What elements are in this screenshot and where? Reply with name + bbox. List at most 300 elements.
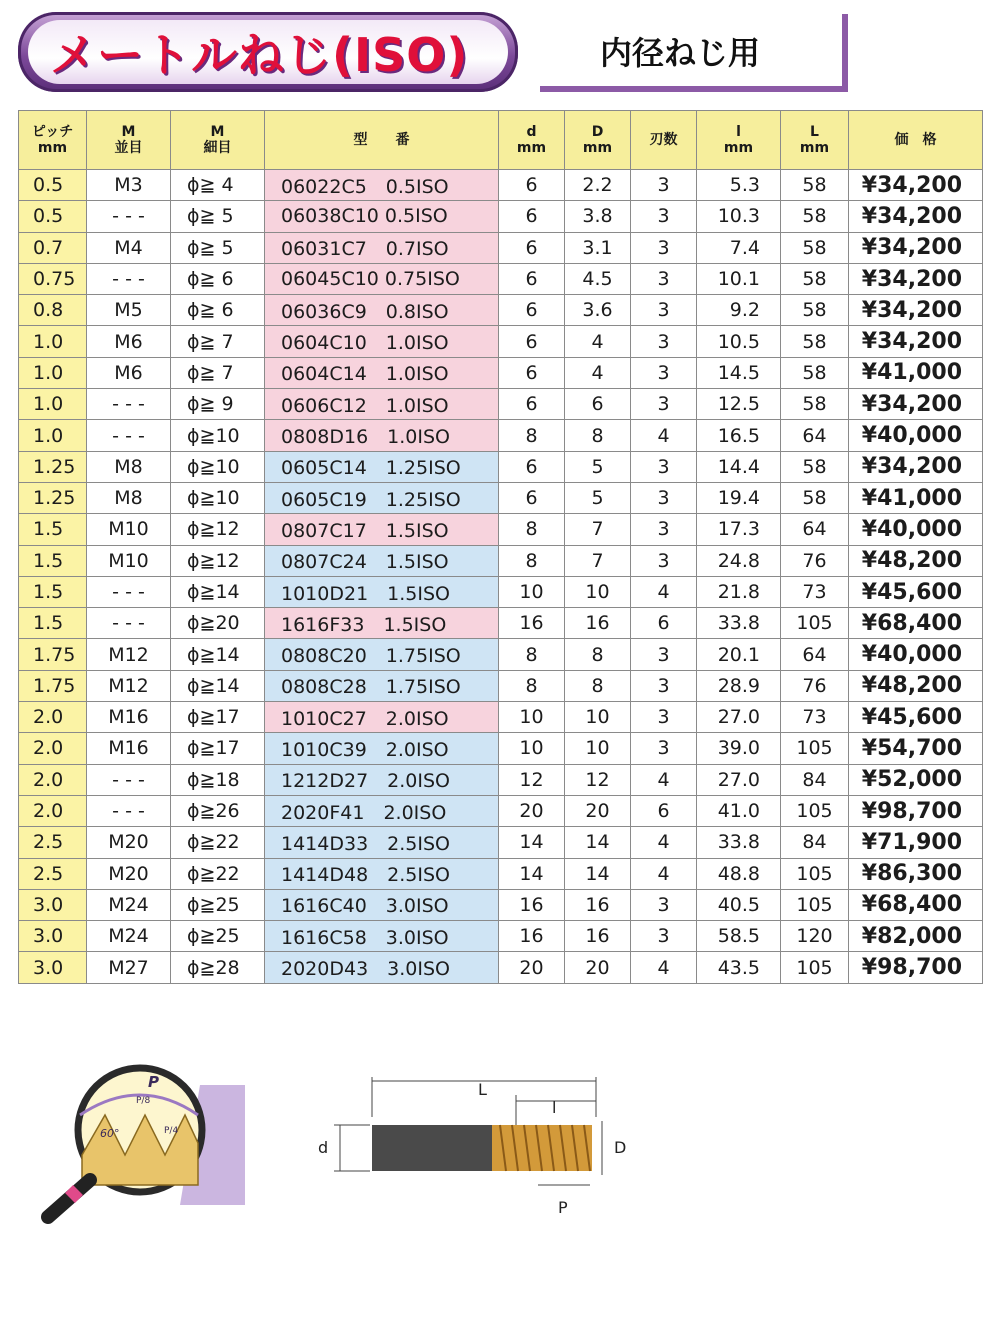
table-row: [19, 733, 983, 764]
l-cell: 14.5: [697, 357, 781, 388]
column-header: [849, 111, 983, 170]
L-cell: 105: [781, 608, 849, 639]
D-cell: 3.8: [565, 201, 631, 232]
pitch-cell: 1.0: [19, 357, 87, 388]
D-cell: 7: [565, 514, 631, 545]
pitch-cell: 1.0: [19, 326, 87, 357]
coarse-cell: M8: [87, 451, 171, 482]
fine-cell: ϕ≧ 6: [171, 295, 265, 326]
table-body: [19, 170, 983, 984]
model-cell: 1414D48 2.5ISO: [265, 858, 499, 889]
column-header-line1: l: [736, 124, 741, 140]
flutes-cell: 3: [631, 263, 697, 294]
table-row: [19, 326, 983, 357]
table-row: [19, 764, 983, 795]
price-cell: ¥34,200: [849, 201, 983, 232]
column-header-line1: ピッチ: [31, 124, 74, 140]
L-cell: 105: [781, 858, 849, 889]
d-cell: 8: [499, 514, 565, 545]
coarse-cell: M16: [87, 702, 171, 733]
pitch-cell: 2.5: [19, 827, 87, 858]
d-cell: 16: [499, 889, 565, 920]
l-cell: 16.5: [697, 420, 781, 451]
d-cell: 6: [499, 232, 565, 263]
pitch-cell: 1.5: [19, 576, 87, 607]
price-cell: ¥40,000: [849, 514, 983, 545]
L-cell: 58: [781, 451, 849, 482]
table-row: [19, 858, 983, 889]
l-cell: 10.3: [697, 201, 781, 232]
flutes-cell: 3: [631, 170, 697, 201]
flutes-cell: 4: [631, 952, 697, 983]
d-cell: 20: [499, 952, 565, 983]
table-row: [19, 482, 983, 513]
column-header-line1: 価 格: [894, 132, 937, 148]
model-cell: 2020F41 2.0ISO: [265, 795, 499, 826]
D-cell: 10: [565, 702, 631, 733]
l-cell: 43.5: [697, 952, 781, 983]
fine-cell: ϕ≧18: [171, 764, 265, 795]
L-cell: 64: [781, 420, 849, 451]
pitch-cell: 0.8: [19, 295, 87, 326]
fine-cell: ϕ≧17: [171, 702, 265, 733]
d-cell: 8: [499, 420, 565, 451]
pitch-cell: 2.0: [19, 702, 87, 733]
fine-cell: ϕ≧26: [171, 795, 265, 826]
l-cell: 41.0: [697, 795, 781, 826]
D-cell: 10: [565, 576, 631, 607]
table-row: [19, 827, 983, 858]
magnifier-p4-label: P/4: [164, 1126, 179, 1136]
spec-table: [18, 110, 983, 984]
l-cell: 14.4: [697, 451, 781, 482]
l-cell: 10.1: [697, 263, 781, 294]
d-label: d: [318, 1138, 329, 1157]
pitch-cell: 1.75: [19, 670, 87, 701]
L-cell: 105: [781, 952, 849, 983]
column-header: [565, 111, 631, 170]
coarse-cell: M4: [87, 232, 171, 263]
table-row: [19, 608, 983, 639]
flutes-cell: 3: [631, 389, 697, 420]
model-cell: 0808C28 1.75ISO: [265, 670, 499, 701]
price-cell: ¥41,000: [849, 482, 983, 513]
pitch-cell: 2.0: [19, 795, 87, 826]
d-cell: 6: [499, 482, 565, 513]
l-label: l: [552, 1098, 557, 1117]
fine-cell: ϕ≧22: [171, 858, 265, 889]
flutes-cell: 4: [631, 420, 697, 451]
model-cell: 06036C9 0.8ISO: [265, 295, 499, 326]
L-cell: 84: [781, 764, 849, 795]
d-cell: 10: [499, 702, 565, 733]
D-cell: 3.1: [565, 232, 631, 263]
d-cell: 6: [499, 170, 565, 201]
l-cell: 28.9: [697, 670, 781, 701]
l-cell: 12.5: [697, 389, 781, 420]
price-cell: ¥98,700: [849, 952, 983, 983]
pitch-cell: 1.0: [19, 389, 87, 420]
fine-cell: ϕ≧20: [171, 608, 265, 639]
d-cell: 20: [499, 795, 565, 826]
coarse-cell: M6: [87, 357, 171, 388]
coarse-cell: M6: [87, 326, 171, 357]
magnifier-p8-label: P/8: [136, 1096, 151, 1106]
fine-cell: ϕ≧ 9: [171, 389, 265, 420]
L-cell: 58: [781, 232, 849, 263]
column-header-line2: mm: [37, 140, 68, 156]
D-cell: 8: [565, 420, 631, 451]
coarse-cell: M27: [87, 952, 171, 983]
magnifier-thread-profile: [48, 1068, 245, 1217]
tap-dimension-drawing: [318, 1077, 626, 1217]
model-cell: 0807C17 1.5ISO: [265, 514, 499, 545]
table-row: [19, 451, 983, 482]
d-cell: 6: [499, 263, 565, 294]
page-subtitle: 内径ねじ用: [600, 34, 761, 72]
l-cell: 19.4: [697, 482, 781, 513]
coarse-cell: M12: [87, 639, 171, 670]
fine-cell: ϕ≧10: [171, 451, 265, 482]
table-row: [19, 795, 983, 826]
table-row: [19, 639, 983, 670]
pitch-cell: 0.75: [19, 263, 87, 294]
L-cell: 84: [781, 827, 849, 858]
model-cell: 1010C27 2.0ISO: [265, 702, 499, 733]
pitch-cell: 3.0: [19, 889, 87, 920]
column-header-line2: mm: [516, 140, 547, 156]
fine-cell: ϕ≧25: [171, 889, 265, 920]
model-cell: 06045C10 0.75ISO: [265, 263, 499, 294]
D-label: D: [614, 1138, 627, 1157]
coarse-cell: - - -: [87, 420, 171, 451]
model-cell: 0605C14 1.25ISO: [265, 451, 499, 482]
L-cell: 58: [781, 170, 849, 201]
l-cell: 21.8: [697, 576, 781, 607]
column-header-line1: 型 番: [353, 132, 410, 148]
column-header: [781, 111, 849, 170]
d-cell: 6: [499, 201, 565, 232]
d-cell: 8: [499, 545, 565, 576]
table-row: [19, 921, 983, 952]
D-cell: 2.2: [565, 170, 631, 201]
title-banner: [18, 12, 518, 92]
table-row: [19, 670, 983, 701]
thread-teeth-icon: [82, 1115, 198, 1185]
model-cell: 0604C10 1.0ISO: [265, 326, 499, 357]
L-cell: 64: [781, 639, 849, 670]
table-row: [19, 295, 983, 326]
price-cell: ¥45,600: [849, 576, 983, 607]
flutes-cell: 3: [631, 889, 697, 920]
P-label: P: [558, 1198, 568, 1217]
flutes-cell: 4: [631, 764, 697, 795]
pitch-cell: 0.5: [19, 201, 87, 232]
l-cell: 39.0: [697, 733, 781, 764]
fine-cell: ϕ≧14: [171, 576, 265, 607]
coarse-cell: M20: [87, 858, 171, 889]
d-cell: 6: [499, 295, 565, 326]
tap-shank: [372, 1125, 492, 1171]
subtitle-tab: [540, 14, 848, 92]
magnifier-angle-label: 60°: [100, 1127, 120, 1140]
model-cell: 1010D21 1.5ISO: [265, 576, 499, 607]
column-header: [499, 111, 565, 170]
magnifier-p-label: P: [148, 1073, 159, 1091]
l-cell: 48.8: [697, 858, 781, 889]
model-cell: 06022C5 0.5ISO: [265, 170, 499, 201]
price-cell: ¥71,900: [849, 827, 983, 858]
flutes-cell: 6: [631, 795, 697, 826]
D-cell: 20: [565, 952, 631, 983]
coarse-cell: M5: [87, 295, 171, 326]
flutes-cell: 6: [631, 608, 697, 639]
l-cell: 24.8: [697, 545, 781, 576]
column-header-line1: 刃数: [649, 132, 678, 148]
table-row: [19, 702, 983, 733]
D-cell: 16: [565, 889, 631, 920]
l-cell: 58.5: [697, 921, 781, 952]
fine-cell: ϕ≧14: [171, 670, 265, 701]
d-cell: 8: [499, 670, 565, 701]
price-cell: ¥40,000: [849, 639, 983, 670]
D-cell: 4: [565, 326, 631, 357]
column-header: [171, 111, 265, 170]
model-cell: 1212D27 2.0ISO: [265, 764, 499, 795]
pitch-cell: 3.0: [19, 921, 87, 952]
flutes-cell: 4: [631, 827, 697, 858]
column-header: [265, 111, 499, 170]
D-cell: 12: [565, 764, 631, 795]
model-cell: 2020D43 3.0ISO: [265, 952, 499, 983]
flutes-cell: 3: [631, 482, 697, 513]
coarse-cell: - - -: [87, 795, 171, 826]
D-cell: 10: [565, 733, 631, 764]
pitch-cell: 2.0: [19, 733, 87, 764]
coarse-cell: M24: [87, 921, 171, 952]
l-cell: 7.4: [697, 232, 781, 263]
l-cell: 27.0: [697, 764, 781, 795]
price-cell: ¥48,200: [849, 670, 983, 701]
fine-cell: ϕ≧ 5: [171, 232, 265, 263]
flutes-cell: 3: [631, 514, 697, 545]
column-header-line2: 細目: [203, 140, 232, 156]
L-cell: 76: [781, 670, 849, 701]
model-cell: 1616C40 3.0ISO: [265, 889, 499, 920]
L-cell: 58: [781, 357, 849, 388]
model-cell: 1414D33 2.5ISO: [265, 827, 499, 858]
flutes-cell: 3: [631, 357, 697, 388]
D-cell: 14: [565, 827, 631, 858]
D-cell: 8: [565, 670, 631, 701]
l-cell: 27.0: [697, 702, 781, 733]
column-header-line2: mm: [723, 140, 754, 156]
flutes-cell: 3: [631, 232, 697, 263]
l-cell: 40.5: [697, 889, 781, 920]
flutes-cell: 3: [631, 921, 697, 952]
table-row: [19, 170, 983, 201]
l-cell: 9.2: [697, 295, 781, 326]
table-row: [19, 201, 983, 232]
flutes-cell: 4: [631, 576, 697, 607]
flutes-cell: 4: [631, 858, 697, 889]
fine-cell: ϕ≧12: [171, 514, 265, 545]
column-header-line2: 並目: [114, 140, 143, 156]
table-row: [19, 889, 983, 920]
price-cell: ¥48,200: [849, 545, 983, 576]
coarse-cell: M24: [87, 889, 171, 920]
d-cell: 16: [499, 921, 565, 952]
flutes-cell: 3: [631, 639, 697, 670]
column-header-line1: M: [121, 124, 136, 140]
column-header-line1: d: [526, 124, 537, 140]
price-cell: ¥68,400: [849, 889, 983, 920]
d-cell: 16: [499, 608, 565, 639]
price-cell: ¥98,700: [849, 795, 983, 826]
column-header-line2: mm: [582, 140, 613, 156]
table-row: [19, 263, 983, 294]
d-cell: 12: [499, 764, 565, 795]
coarse-cell: M8: [87, 482, 171, 513]
model-cell: 06031C7 0.7ISO: [265, 232, 499, 263]
price-cell: ¥34,200: [849, 451, 983, 482]
coarse-cell: M10: [87, 514, 171, 545]
model-cell: 06038C10 0.5ISO: [265, 201, 499, 232]
L-cell: 58: [781, 482, 849, 513]
L-cell: 64: [781, 514, 849, 545]
d-cell: 14: [499, 858, 565, 889]
l-cell: 33.8: [697, 827, 781, 858]
L-label: L: [478, 1080, 487, 1099]
flutes-cell: 3: [631, 702, 697, 733]
table-row: [19, 514, 983, 545]
coarse-cell: M16: [87, 733, 171, 764]
d-cell: 6: [499, 357, 565, 388]
coarse-cell: - - -: [87, 263, 171, 294]
D-cell: 5: [565, 482, 631, 513]
price-cell: ¥45,600: [849, 702, 983, 733]
fine-cell: ϕ≧ 7: [171, 357, 265, 388]
tap-illustration: [30, 1055, 670, 1275]
L-cell: 58: [781, 201, 849, 232]
fine-cell: ϕ≧ 6: [171, 263, 265, 294]
price-cell: ¥82,000: [849, 921, 983, 952]
coarse-cell: M12: [87, 670, 171, 701]
model-cell: 0808D16 1.0ISO: [265, 420, 499, 451]
column-header: [19, 111, 87, 170]
price-cell: ¥34,200: [849, 295, 983, 326]
D-cell: 5: [565, 451, 631, 482]
table-row: [19, 545, 983, 576]
l-cell: 10.5: [697, 326, 781, 357]
L-cell: 58: [781, 389, 849, 420]
model-cell: 0604C14 1.0ISO: [265, 357, 499, 388]
column-header: [697, 111, 781, 170]
d-cell: 6: [499, 389, 565, 420]
L-cell: 76: [781, 545, 849, 576]
flutes-cell: 3: [631, 201, 697, 232]
price-cell: ¥54,700: [849, 733, 983, 764]
column-header-line1: L: [810, 124, 819, 140]
column-header-line1: D: [591, 124, 604, 140]
d-cell: 6: [499, 326, 565, 357]
pitch-cell: 1.25: [19, 482, 87, 513]
coarse-cell: M3: [87, 170, 171, 201]
d-cell: 6: [499, 451, 565, 482]
fine-cell: ϕ≧12: [171, 545, 265, 576]
L-cell: 58: [781, 295, 849, 326]
model-cell: 0606C12 1.0ISO: [265, 389, 499, 420]
coarse-cell: - - -: [87, 576, 171, 607]
L-cell: 58: [781, 326, 849, 357]
model-cell: 0807C24 1.5ISO: [265, 545, 499, 576]
fine-cell: ϕ≧10: [171, 482, 265, 513]
pitch-cell: 3.0: [19, 952, 87, 983]
magnifier-handle: [48, 1180, 90, 1217]
fine-cell: ϕ≧25: [171, 921, 265, 952]
D-cell: 14: [565, 858, 631, 889]
column-header-line1: M: [210, 124, 225, 140]
coarse-cell: - - -: [87, 201, 171, 232]
column-header: [87, 111, 171, 170]
L-cell: 105: [781, 733, 849, 764]
D-cell: 4.5: [565, 263, 631, 294]
fine-cell: ϕ≧ 7: [171, 326, 265, 357]
price-cell: ¥34,200: [849, 326, 983, 357]
L-cell: 58: [781, 263, 849, 294]
table-row: [19, 420, 983, 451]
model-cell: 0808C20 1.75ISO: [265, 639, 499, 670]
coarse-cell: M20: [87, 827, 171, 858]
pitch-cell: 1.75: [19, 639, 87, 670]
D-cell: 4: [565, 357, 631, 388]
coarse-cell: - - -: [87, 608, 171, 639]
D-cell: 8: [565, 639, 631, 670]
fine-cell: ϕ≧22: [171, 827, 265, 858]
D-cell: 7: [565, 545, 631, 576]
pitch-cell: 1.0: [19, 420, 87, 451]
coarse-cell: M10: [87, 545, 171, 576]
model-cell: 0605C19 1.25ISO: [265, 482, 499, 513]
price-cell: ¥34,200: [849, 389, 983, 420]
fine-cell: ϕ≧14: [171, 639, 265, 670]
model-cell: 1616F33 1.5ISO: [265, 608, 499, 639]
price-cell: ¥68,400: [849, 608, 983, 639]
pitch-cell: 0.7: [19, 232, 87, 263]
L-cell: 105: [781, 795, 849, 826]
d-cell: 8: [499, 639, 565, 670]
pitch-cell: 1.5: [19, 608, 87, 639]
L-cell: 73: [781, 576, 849, 607]
table-row: [19, 357, 983, 388]
flutes-cell: 3: [631, 295, 697, 326]
price-cell: ¥34,200: [849, 170, 983, 201]
d-cell: 10: [499, 576, 565, 607]
d-cell: 10: [499, 733, 565, 764]
table-row: [19, 576, 983, 607]
l-cell: 5.3: [697, 170, 781, 201]
title-banner-inner: [28, 20, 508, 84]
coarse-cell: - - -: [87, 389, 171, 420]
D-cell: 20: [565, 795, 631, 826]
L-cell: 105: [781, 889, 849, 920]
L-cell: 73: [781, 702, 849, 733]
flutes-cell: 3: [631, 545, 697, 576]
D-cell: 16: [565, 921, 631, 952]
page-title: メートルねじ(ISO): [50, 28, 469, 82]
model-cell: 1616C58 3.0ISO: [265, 921, 499, 952]
table-row: [19, 952, 983, 983]
